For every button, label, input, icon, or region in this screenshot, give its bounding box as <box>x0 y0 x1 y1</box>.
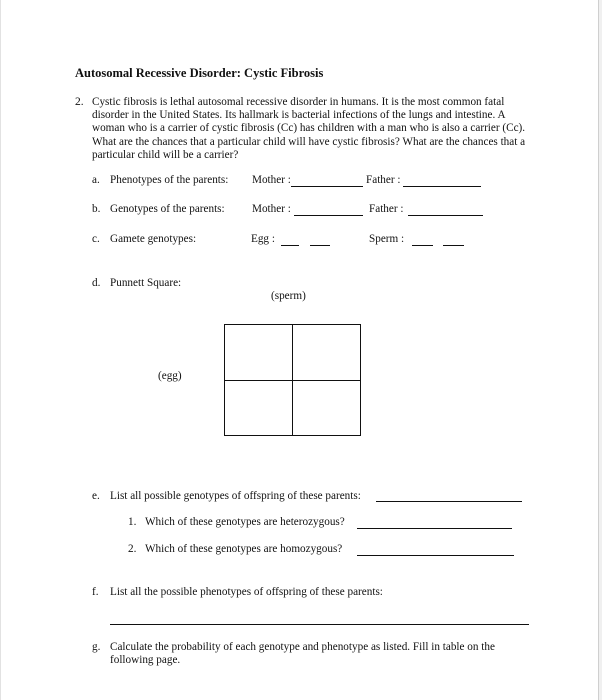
question-text: Cystic fibrosis is lethal autosomal recessive disorder in humans. It is the most common fatal disorder in the United States. Its hallmark is bacterial infections of the lungs and intestine. A woman who is a carrier of cystic fibrosis (Cc) has children with a man who is also a carrier (Cc). What are the chances that a particular child will have cystic fibrosis? What are the chances that a particular child will be a carrier? <box>92 96 526 161</box>
document-title: Autosomal Recessive Disorder: Cystic Fibrosis <box>75 66 324 80</box>
punnett-egg-label: (egg) <box>158 370 182 382</box>
part-b-letter: b. <box>92 203 101 215</box>
page-edge-left <box>0 0 1 700</box>
question-number: 2. <box>75 96 84 108</box>
punnett-sperm-label: (sperm) <box>271 290 306 302</box>
part-b-mother-label: Mother : <box>252 203 291 215</box>
part-f-answer-blank[interactable] <box>110 624 529 625</box>
part-e-sub2-question: Which of these genotypes are homozygous? <box>145 543 343 555</box>
part-c-sperm-blank-2[interactable] <box>443 245 464 246</box>
part-a-letter: a. <box>92 174 100 186</box>
part-c-sperm-blank-1[interactable] <box>412 245 433 246</box>
part-b-mother-blank[interactable] <box>294 215 363 216</box>
part-b-father-blank[interactable] <box>408 215 483 216</box>
part-a-label: Phenotypes of the parents: <box>110 174 229 186</box>
part-f-letter: f. <box>92 586 99 598</box>
part-a-father-label: Father : <box>366 174 401 186</box>
part-a-mother-blank[interactable] <box>291 186 363 187</box>
punnett-square <box>224 324 361 436</box>
part-b-father-label: Father : <box>369 203 404 215</box>
punnett-horizontal-divider <box>225 380 360 381</box>
part-e-sub1-question: Which of these genotypes are heterozygous? <box>145 516 345 528</box>
part-c-egg-label: Egg : <box>251 233 275 245</box>
part-c-sperm-label: Sperm : <box>369 233 405 245</box>
part-e-sub1-number: 1. <box>128 516 137 528</box>
part-e-label: List all possible genotypes of offspring of these parents: <box>110 490 361 502</box>
part-g-letter: g. <box>92 641 101 653</box>
part-c-label: Gamete genotypes: <box>110 233 197 245</box>
part-c-egg-blank-1[interactable] <box>281 245 299 246</box>
part-e-letter: e. <box>92 490 100 502</box>
part-e-sub1-blank[interactable] <box>357 528 512 529</box>
part-a-father-blank[interactable] <box>403 186 481 187</box>
part-g-label: Calculate the probability of each genotype and phenotype as listed. Fill in table on the following page. <box>110 641 495 667</box>
part-c-egg-blank-2[interactable] <box>310 245 330 246</box>
part-e-answer-blank[interactable] <box>376 501 522 502</box>
part-c-letter: c. <box>92 233 100 245</box>
part-b-label: Genotypes of the parents: <box>110 203 225 215</box>
part-e-sub2-number: 2. <box>128 543 137 555</box>
part-d-letter: d. <box>92 277 101 289</box>
part-e-sub2-blank[interactable] <box>357 555 514 556</box>
part-d-label: Punnett Square: <box>110 277 182 289</box>
part-a-mother-label: Mother : <box>252 174 291 186</box>
part-f-label: List all the possible phenotypes of offspring of these parents: <box>110 586 383 598</box>
